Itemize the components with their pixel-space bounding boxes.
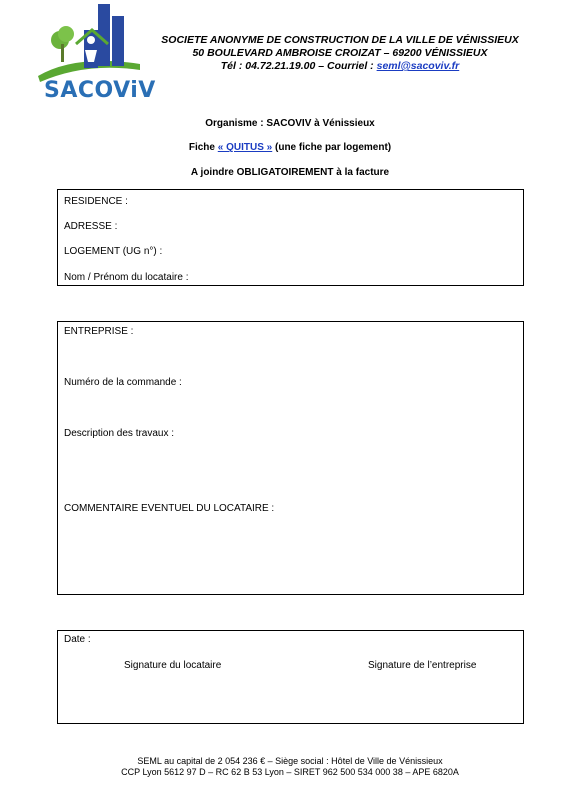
fiche-suffix: (une fiche par logement) [272,142,392,153]
tenant-signature-label: Signature du locataire [124,660,222,671]
order-number-label: Numéro de la commande : [64,377,182,388]
header-line-3 [160,60,520,73]
tenant-info-box [57,189,524,286]
quitus-label: « QUITUS » [217,142,273,153]
footer-line-2: CCP Lyon 5612 97 D – RC 62 B 53 Lyon – SIRET 962 500 534 000 38 – APE 6820A [121,767,459,777]
adresse-label: ADRESSE : [64,221,118,232]
date-label: Date : [64,634,91,645]
signature-box [57,630,524,724]
joindre-line: A joindre OBLIGATOIREMENT à la facture [190,167,390,178]
company-header [160,34,520,73]
email-link[interactable]: seml@sacoviv.fr [376,60,460,72]
header-phone: Tél : 04.72.21.19.00 – Courriel : [220,60,377,72]
company-signature-label: Signature de l’entreprise [368,660,477,671]
residence-label: RESIDENCE : [64,196,128,207]
logo-wordmark: SACOViV [44,78,156,103]
fiche-line [0,142,580,153]
tenant-comment-label: COMMENTAIRE EVENTUEL DU LOCATAIRE : [64,503,275,514]
tenant-name-label: Nom / Prénom du locataire : [64,272,189,283]
organisme-line: Organisme : SACOVIV à Vénissieux [205,118,375,129]
footer [0,756,580,778]
header-line-1: SOCIETE ANONYME DE CONSTRUCTION DE LA VILLE DE VÉNISSIEUX [161,34,519,46]
entreprise-label: ENTREPRISE : [64,326,134,337]
company-work-box [57,321,524,595]
work-description-label: Description des travaux : [64,428,175,439]
fiche-prefix: Fiche [188,142,218,153]
footer-line-1: SEML au capital de 2 054 236 € – Siège social : Hôtel de Ville de Vénissieux [137,756,443,766]
logement-label: LOGEMENT (UG n°) : [64,246,163,257]
header-line-2: 50 BOULEVARD AMBROISE CROIZAT – 69200 VÉNISSIEUX [192,47,488,59]
